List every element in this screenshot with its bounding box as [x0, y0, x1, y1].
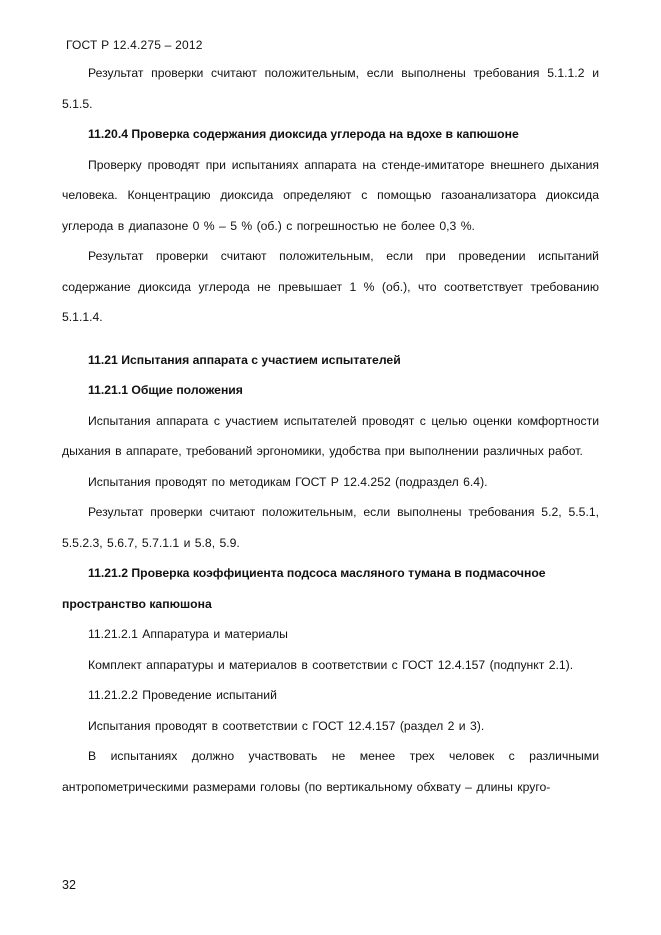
page-content [62, 58, 599, 802]
paragraph-methodology: Испытания проводят по методикам ГОСТ Р 12.4.252 (подраздел 6.4). [88, 474, 488, 489]
paragraph-equipment: Комплект аппаратуры и материалов в соответствии с ГОСТ 12.4.157 (подпункт 2.1). [88, 657, 574, 672]
heading-11-20-4: 11.20.4 Проверка содержания диоксида углерода на вдохе в капюшоне [88, 127, 519, 141]
paragraph-participants: В испытаниях должно участвовать не менее трех человек с различными антропометрическими размерами головы (по вертикальному обхвату – длины круго- [62, 749, 599, 794]
subsection-11-21-2-1: 11.21.2.1 Аппаратура и материалы [88, 627, 288, 641]
paragraph-co2-method: Проверку проводят при испытаниях аппарата на стенде-имитаторе внешнего дыхания человека. Концентрацию диоксида определяют с помощью газоанализатора диоксида углерода в диапазоне 0 % – 5 % (об.) с погрешностью не более 0,3 %. [62, 157, 599, 233]
page-header-standard: ГОСТ Р 12.4.275 – 2012 [66, 38, 203, 52]
heading-11-21-1: 11.21.1 Общие положения [88, 383, 243, 397]
paragraph-result-1: Результат проверки считают положительным, если выполнены требования 5.1.1.2 и 5.1.5. [62, 66, 599, 111]
paragraph-testing-standard: Испытания проводят в соответствии с ГОСТ 12.4.157 (раздел 2 и 3). [88, 718, 485, 733]
paragraph-tester-purpose: Испытания аппарата с участием испытателей проводят с целью оценки комфортности дыхания в аппарате, требований эргономики, удобства при выполнении различных работ. [62, 413, 599, 458]
subsection-11-21-2-2: 11.21.2.2 Проведение испытаний [88, 688, 277, 702]
heading-11-21: 11.21 Испытания аппарата с участием испытателей [88, 352, 401, 367]
paragraph-result-2: Результат проверки считают положительным, если выполнены требования 5.2, 5.5.1, 5.5.2.3, 5.6.7, 5.7.1.1 и 5.8, 5.9. [62, 505, 599, 550]
heading-11-21-2: 11.21.2 Проверка коэффициента подсоса масляного тумана в подмасочное пространство капюшона [62, 566, 546, 611]
paragraph-co2-result: Результат проверки считают положительным, если при проведении испытаний содержание диоксида углерода не превышает 1 % (об.), что соответствует требованию 5.1.1.4. [62, 249, 599, 324]
page-number: 32 [62, 878, 76, 892]
